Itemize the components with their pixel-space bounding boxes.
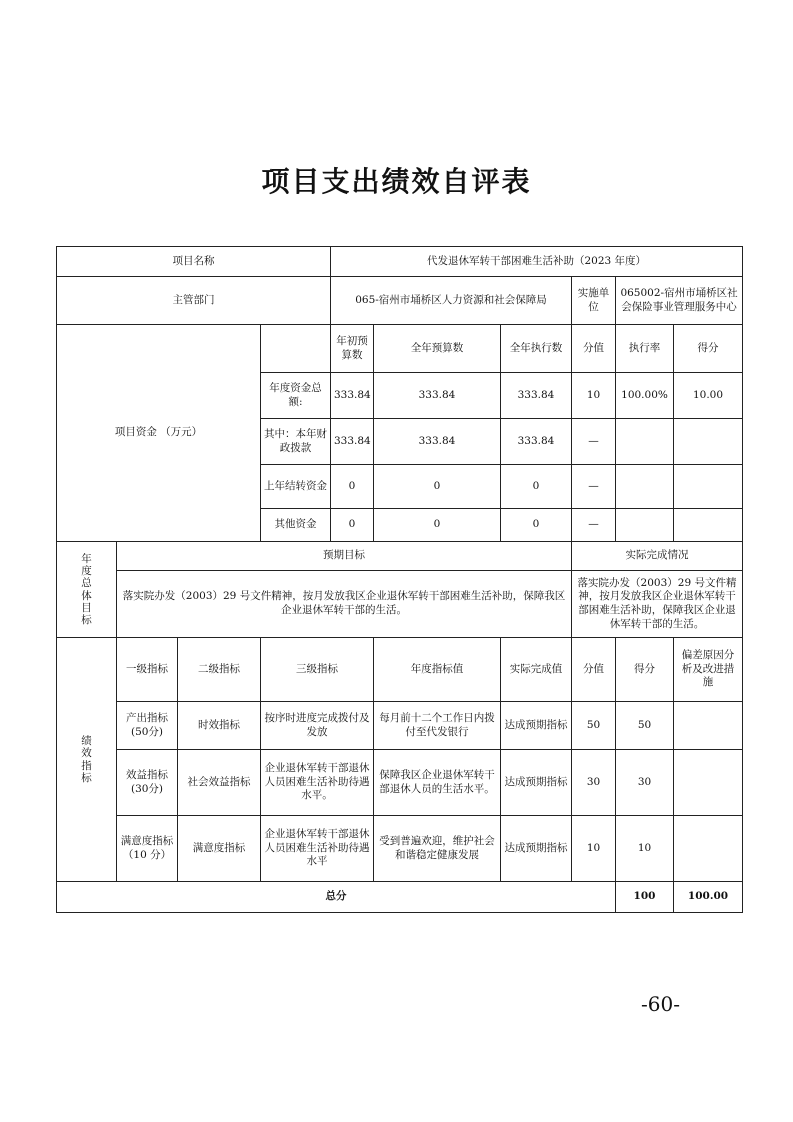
dept-label: 主管部门: [57, 277, 331, 325]
indicator-score-value: 50: [572, 702, 616, 750]
funds-executed: 0: [501, 509, 572, 542]
header-rate: 执行率: [616, 325, 674, 373]
funds-initial: 0: [331, 509, 374, 542]
indicator-deviation: [674, 816, 743, 882]
funds-rate: [616, 509, 674, 542]
indicator-row: [57, 702, 743, 750]
funds-score-value: —: [572, 419, 616, 465]
project-name-row: [57, 247, 743, 277]
indicator-row: [57, 750, 743, 816]
funds-row-label: 上年结转资金: [261, 465, 331, 509]
total-score-value: 100: [616, 882, 674, 913]
header-actual-value: 实际完成值: [501, 638, 572, 702]
funds-score-value: 10: [572, 373, 616, 419]
indicator-deviation: [674, 702, 743, 750]
indicator-deviation: [674, 750, 743, 816]
indicator-level3: 企业退休军转干部退休人员困难生活补助待遇水平: [261, 816, 374, 882]
dept-value: 065-宿州市埇桥区人力资源和社会保障局: [331, 277, 572, 325]
header-ind-score-value: 分值: [572, 638, 616, 702]
dept-row: [57, 277, 743, 325]
indicator-level2: 时效指标: [178, 702, 261, 750]
header-deviation: 偏差原因分析及改进措施: [674, 638, 743, 702]
funds-executed: 333.84: [501, 373, 572, 419]
funds-row-label: 其他资金: [261, 509, 331, 542]
funds-header-blank: [261, 325, 331, 373]
header-executed: 全年执行数: [501, 325, 572, 373]
funds-score-value: —: [572, 509, 616, 542]
actual-goal-header: 实际完成情况: [572, 542, 743, 571]
funds-label: 项目资金 （万元）: [57, 325, 261, 542]
funds-row-label: 年度资金总额:: [261, 373, 331, 419]
header-ind-score: 得分: [616, 638, 674, 702]
funds-executed: 333.84: [501, 419, 572, 465]
total-label: 总分: [57, 882, 616, 913]
funds-executed: 0: [501, 465, 572, 509]
self-evaluation-table: [56, 246, 743, 913]
header-annual-value: 年度指标值: [374, 638, 501, 702]
indicator-score-value: 10: [572, 816, 616, 882]
indicator-level1: 产出指标(50分): [117, 702, 178, 750]
funds-rate: [616, 419, 674, 465]
indicator-level1: 效益指标(30分): [117, 750, 178, 816]
unit-label: 实施单位: [572, 277, 616, 325]
indicator-row: [57, 816, 743, 882]
total-score: 100.00: [674, 882, 743, 913]
header-score-value: 分值: [572, 325, 616, 373]
indicator-annual-value: 保障我区企业退休军转干部退休人员的生活水平。: [374, 750, 501, 816]
funds-row-label: 其中：本年财政拨款: [261, 419, 331, 465]
funds-initial: 333.84: [331, 373, 374, 419]
indicators-label-cell: [57, 638, 117, 882]
header-score: 得分: [674, 325, 743, 373]
indicator-score-value: 30: [572, 750, 616, 816]
indicator-score: 50: [616, 702, 674, 750]
indicator-level3: 按序时进度完成拨付及发放: [261, 702, 374, 750]
expected-goal-text: 落实院办发（2003）29 号文件精神，按月发放我区企业退休军转干部困难生活补助，保障我区企业退休军转干部的生活。: [117, 571, 572, 638]
funds-rate: 100.00%: [616, 373, 674, 419]
indicator-actual-value: 达成预期指标: [501, 702, 572, 750]
funds-score: [674, 465, 743, 509]
header-annual-budget: 全年预算数: [374, 325, 501, 373]
expected-goal-header: 预期目标: [117, 542, 572, 571]
header-level3: 三级指标: [261, 638, 374, 702]
indicator-actual-value: 达成预期指标: [501, 750, 572, 816]
funds-score-value: —: [572, 465, 616, 509]
funds-initial: 333.84: [331, 419, 374, 465]
indicator-annual-value: 受到普遍欢迎，维护社会和谐稳定健康发展: [374, 816, 501, 882]
indicators-label: 绩效指标: [81, 735, 92, 784]
header-level2: 二级指标: [178, 638, 261, 702]
goals-label-cell: [57, 542, 117, 638]
indicator-score: 10: [616, 816, 674, 882]
unit-value: 065002-宿州市埇桥区社会保险事业管理服务中心: [616, 277, 743, 325]
funds-rate: [616, 465, 674, 509]
indicator-score: 30: [616, 750, 674, 816]
funds-annual: 333.84: [374, 419, 501, 465]
header-initial-budget: 年初预算数: [331, 325, 374, 373]
total-row: [57, 882, 743, 913]
funds-header-row: [57, 325, 743, 373]
funds-score: [674, 509, 743, 542]
funds-annual: 0: [374, 465, 501, 509]
funds-annual: 0: [374, 509, 501, 542]
indicators-header-row: [57, 638, 743, 702]
indicator-actual-value: 达成预期指标: [501, 816, 572, 882]
funds-annual: 333.84: [374, 373, 501, 419]
project-name-label: 项目名称: [57, 247, 331, 277]
funds-initial: 0: [331, 465, 374, 509]
indicator-level2: 满意度指标: [178, 816, 261, 882]
funds-score: [674, 419, 743, 465]
header-level1: 一级指标: [117, 638, 178, 702]
page-title: 项目支出绩效自评表: [261, 165, 532, 198]
indicator-level3: 企业退休军转干部退休人员困难生活补助待遇水平。: [261, 750, 374, 816]
actual-goal-text: 落实院办发（2003）29 号文件精神，按月发放我区企业退休军转干部困难生活补助，保障我区企业退休军转干部的生活。: [572, 571, 743, 638]
indicator-level1: 满意度指标（10 分）: [117, 816, 178, 882]
page-number: -60-: [641, 992, 680, 1016]
goals-content-row: [57, 571, 743, 638]
goals-label: 年度总体目标: [81, 553, 92, 626]
indicator-level2: 社会效益指标: [178, 750, 261, 816]
project-name-value: 代发退休军转干部困难生活补助（2023 年度）: [331, 247, 743, 277]
goals-header-row: [57, 542, 743, 571]
funds-score: 10.00: [674, 373, 743, 419]
indicator-annual-value: 每月前十二个工作日内拨付至代发银行: [374, 702, 501, 750]
